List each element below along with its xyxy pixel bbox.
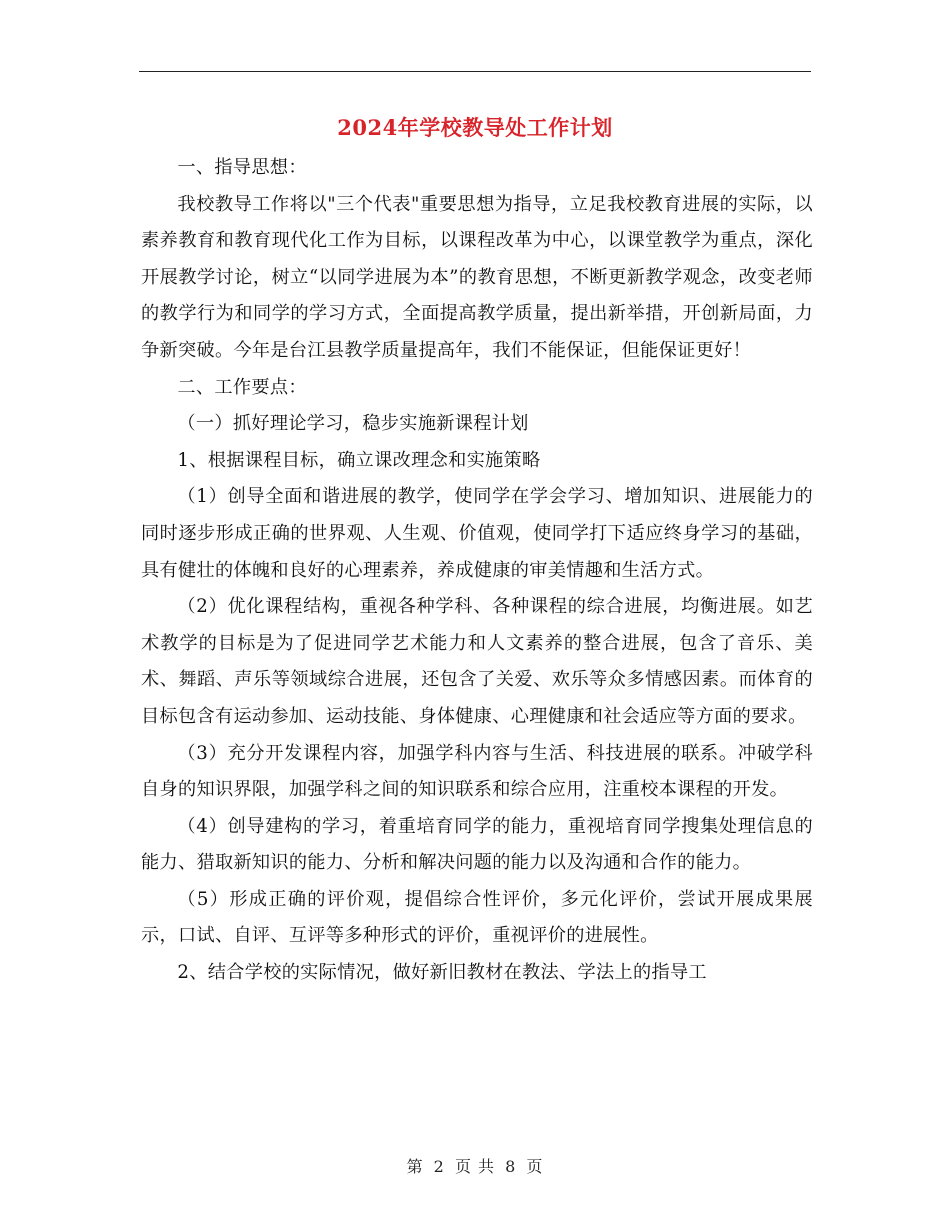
document-title: 2024年学校教导处工作计划 <box>337 115 613 140</box>
list-item-5: （5）形成正确的评价观，提倡综合性评价，多元化评价，尝试开展成果展示，口试、自评、互评等多种形式的评价，重视评价的进展性。 <box>141 888 813 947</box>
footer-prefix: 第 <box>406 1157 424 1176</box>
item-heading-school-situation: 2、结合学校的实际情况，做好新旧教材在教法、学法上的指导工 <box>177 962 707 984</box>
list-item-2: （2）优化课程结构，重视各种学科、各种课程的综合进展，均衡进展。如艺术教学的目标是为了促进同学艺术能力和人文素养的整合进展，包含了音乐、美术、舞蹈、声乐等领域综合进展，还包含了关爱、欢乐等众多情感因素。而体育的目标包含有运动参加、运动技能、身体健康、心理健康和社会适应等方面的要求。 <box>141 596 813 727</box>
section-heading-work-points: 二、工作要点： <box>177 376 307 398</box>
list-item-3: （3）充分开发课程内容，加强学科内容与生活、科技进展的联系。冲破学科自身的知识界限，加强学科之间的知识联系和综合应用，注重校本课程的开发。 <box>141 742 813 801</box>
subsection-heading-theory-study: （一）抓好理论学习，稳步实施新课程计划 <box>177 413 529 435</box>
header-rule <box>139 71 811 72</box>
page-number-current: 2 <box>433 1157 445 1176</box>
footer-suffix: 页 <box>526 1157 544 1176</box>
paragraph-guiding-ideology: 我校教导工作将以"三个代表"重要思想为指导，立足我校教育进展的实际，以素养教育和教育现代化工作为目标，以课程改革为中心，以课堂教学为重点，深化开展教学讨论，树立“以同学进展为本”的教育思想，不断更新教学观念，改变老师的教学行为和同学的学习方式，全面提高教学质量，提出新举措，开创新局面，力争新突破。今年是台江县教学质量提高年，我们不能保证，但能保证更好！ <box>141 193 813 361</box>
page-number-total: 8 <box>505 1157 517 1176</box>
page-footer <box>0 1154 950 1177</box>
list-item-1: （1）创导全面和谐进展的教学，使同学在学会学习、增加知识、进展能力的同时逐步形成正确的世界观、人生观、价值观，使同学打下适应终身学习的基础，具有健壮的体魄和良好的心理素养，养成健康的审美情趣和生活方式。 <box>141 486 813 581</box>
footer-middle: 页 共 <box>454 1157 496 1176</box>
list-item-4: （4）创导建构的学习，着重培育同学的能力，重视培育同学搜集处理信息的能力、猎取新知识的能力、分析和解决问题的能力以及沟通和合作的能力。 <box>141 815 813 874</box>
document-body <box>141 150 813 992</box>
item-heading-course-goals: 1、根据课程目标，确立课改理念和实施策略 <box>177 449 541 471</box>
section-heading-guiding-ideology: 一、指导思想： <box>177 157 307 178</box>
